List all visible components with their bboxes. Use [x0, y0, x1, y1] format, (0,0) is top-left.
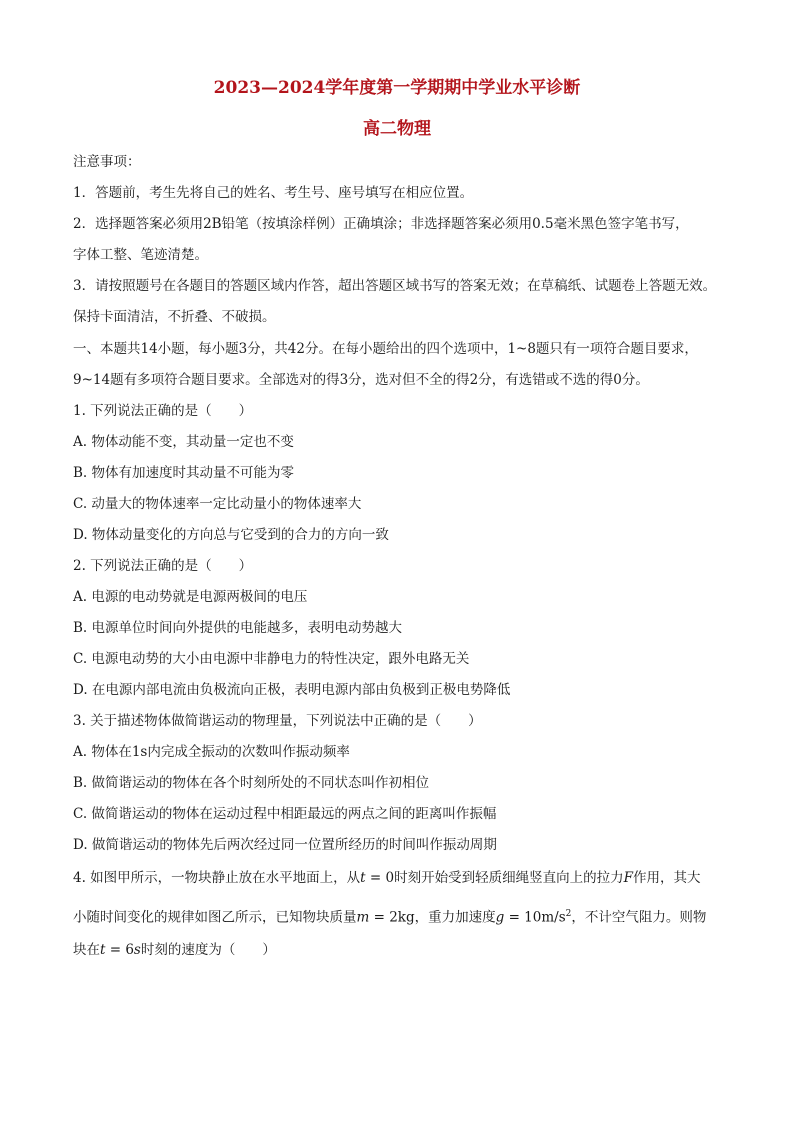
exam-title: 2023—2024学年度第一学期期中学业水平诊断: [213, 78, 581, 98]
q4-unit-s: s: [133, 942, 141, 958]
q4-var-t: t: [100, 942, 106, 958]
q4-text: = 6: [105, 942, 134, 958]
q4-exponent: 2: [565, 909, 572, 919]
q4-stem-line-3: [73, 941, 276, 959]
q2-option-d: D. 在电源内部电流由负极流向正极，表明电源内部由负极到正极电势降低: [73, 682, 511, 698]
q4-var-g: g: [495, 909, 505, 926]
notice-item-3-line-2: 保持卡面清洁，不折叠、不破损。: [73, 309, 276, 325]
q1-option-d: D. 物体动量变化的方向总与它受到的合力的方向一致: [73, 527, 389, 543]
q2-option-c: C. 电源电动势的大小由电源中非静电力的特性决定，跟外电路无关: [73, 651, 470, 667]
q4-text: 小随时间变化的规律如图乙所示，已知物块质量: [73, 909, 357, 926]
notice-item-1: 1．答题前，考生先将自己的姓名、考生号、座号填写在相应位置。: [73, 185, 474, 201]
q3-option-b: B. 做简谐运动的物体在各个时刻所处的不同状态叫作初相位: [73, 775, 430, 791]
q4-text: 时刻的速度为（ ）: [140, 942, 276, 958]
q4-text: = 2kg，重力加速度: [369, 909, 496, 926]
q4-text: 4. 如图甲所示，一物块静止放在水平地面上，从: [73, 870, 361, 886]
q2-option-a: A. 电源的电动势就是电源两极间的电压: [73, 589, 308, 605]
q1-option-c: C. 动量大的物体速率一定比动量小的物体速率大: [73, 496, 362, 512]
q3-option-c: C. 做简谐运动的物体在运动过程中相距最远的两点之间的距离叫作振幅: [73, 806, 497, 822]
notice-heading: 注意事项：: [73, 154, 141, 170]
q4-stem-line-1: [73, 869, 700, 887]
q4-stem-line-2: [73, 905, 706, 927]
notice-item-2-line-1: 2．选择题答案必须用2B铅笔（按填涂样例）正确填涂；非选择题答案必须用0.5毫米黑色签字笔书写，: [73, 216, 689, 232]
notice-item-3-line-1: 3．请按照题号在各题目的答题区域内作答，超出答题区域书写的答案无效；在草稿纸、试题卷上答题无效。: [73, 278, 717, 294]
q4-var-m: m: [356, 909, 370, 926]
q1-option-b: B. 物体有加速度时其动量不可能为零: [73, 465, 295, 481]
q2-stem: 2. 下列说法正确的是（ ）: [73, 558, 253, 574]
q4-text: ，不计空气阻力。则物: [571, 909, 707, 926]
section-1-intro-line-2: 9~14题有多项符合题目要求。全部选对的得3分，选对但不全的得2分，有选错或不选的得0分。: [73, 372, 649, 388]
q2-option-b: B. 电源单位时间向外提供的电能越多，表明电动势越大: [73, 620, 403, 636]
q4-text: = 0时刻开始受到轻质细绳竖直向上的拉力: [365, 870, 624, 886]
q1-stem: 1. 下列说法正确的是（ ）: [73, 403, 253, 419]
q4-text: 作用，其大: [632, 870, 701, 886]
section-1-intro-line-1: 一、本题共14小题，每小题3分，共42分。在每小题给出的四个选项中，1~8题只有一项符合题目要求，: [73, 341, 698, 357]
notice-item-2-line-2: 字体工整、笔迹清楚。: [73, 247, 208, 263]
q3-option-d: D. 做简谐运动的物体先后两次经过同一位置所经历的时间叫作振动周期: [73, 837, 497, 853]
q4-text: = 10m/s: [504, 909, 566, 926]
subject-title: 高二物理: [363, 119, 431, 139]
q3-stem: 3. 关于描述物体做简谐运动的物理量，下列说法中正确的是（ ）: [73, 713, 482, 729]
q4-var-t: t: [360, 870, 366, 886]
q4-text: 块在: [73, 942, 100, 958]
q3-option-a: A. 物体在1s内完成全振动的次数叫作振动频率: [73, 744, 350, 760]
q4-var-f: F: [623, 870, 633, 886]
q1-option-a: A. 物体动能不变，其动量一定也不变: [73, 434, 294, 450]
